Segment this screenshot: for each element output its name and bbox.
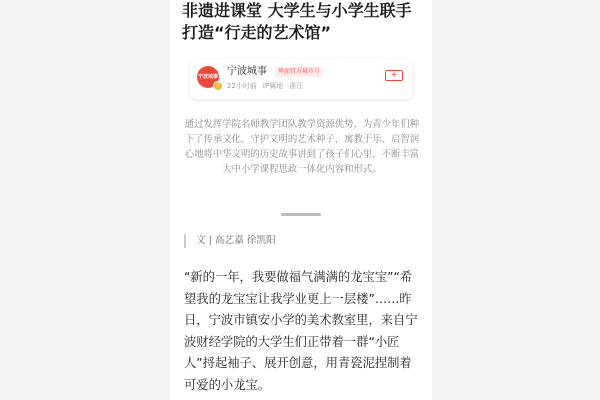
- avatar-logo-text: 宁波城事: [197, 74, 218, 80]
- ip-location: 浙江: [289, 82, 304, 90]
- article-byline: 文 | 高艺嘉 徐凯阳: [184, 234, 276, 248]
- author-card[interactable]: [190, 59, 412, 99]
- summary-divider: [281, 213, 321, 216]
- author-name[interactable]: 宁波城事: [227, 66, 267, 77]
- article-page: [170, 0, 432, 400]
- article-title: 非遗进课堂 大学生与小学生联手打造“行走的艺术馆”: [182, 1, 412, 42]
- ip-label: IP属地: [262, 82, 284, 90]
- article-body-paragraph: “新的一年，我要做福气满满的龙宝宝”“希望我的龙宝宝让我学业更上一层楼”……昨日，宁波市镇安小学的美术教室里，来自宁波财经学院的大学生们正带着一群“小匠人”捋起袖子、展开创意，用青瓷泥捏制着可爱的小龙宝。: [184, 270, 418, 392]
- author-meta: [227, 82, 309, 91]
- verified-icon: ✓: [213, 81, 223, 91]
- article-summary: 通过发挥学院名师教学团队教学资源优势，为青少年们种下了传承文化、守护文明的艺术种子，寓教于乐、启智润心地将中华文明的历史故事讲到了孩子们心里，不断丰富大中小学课程思政一体化内容和形式。: [184, 119, 420, 175]
- official-badge: 界面官方城市号: [275, 67, 323, 77]
- follow-button[interactable]: +: [385, 70, 403, 81]
- publish-time: 22小时前: [227, 82, 257, 90]
